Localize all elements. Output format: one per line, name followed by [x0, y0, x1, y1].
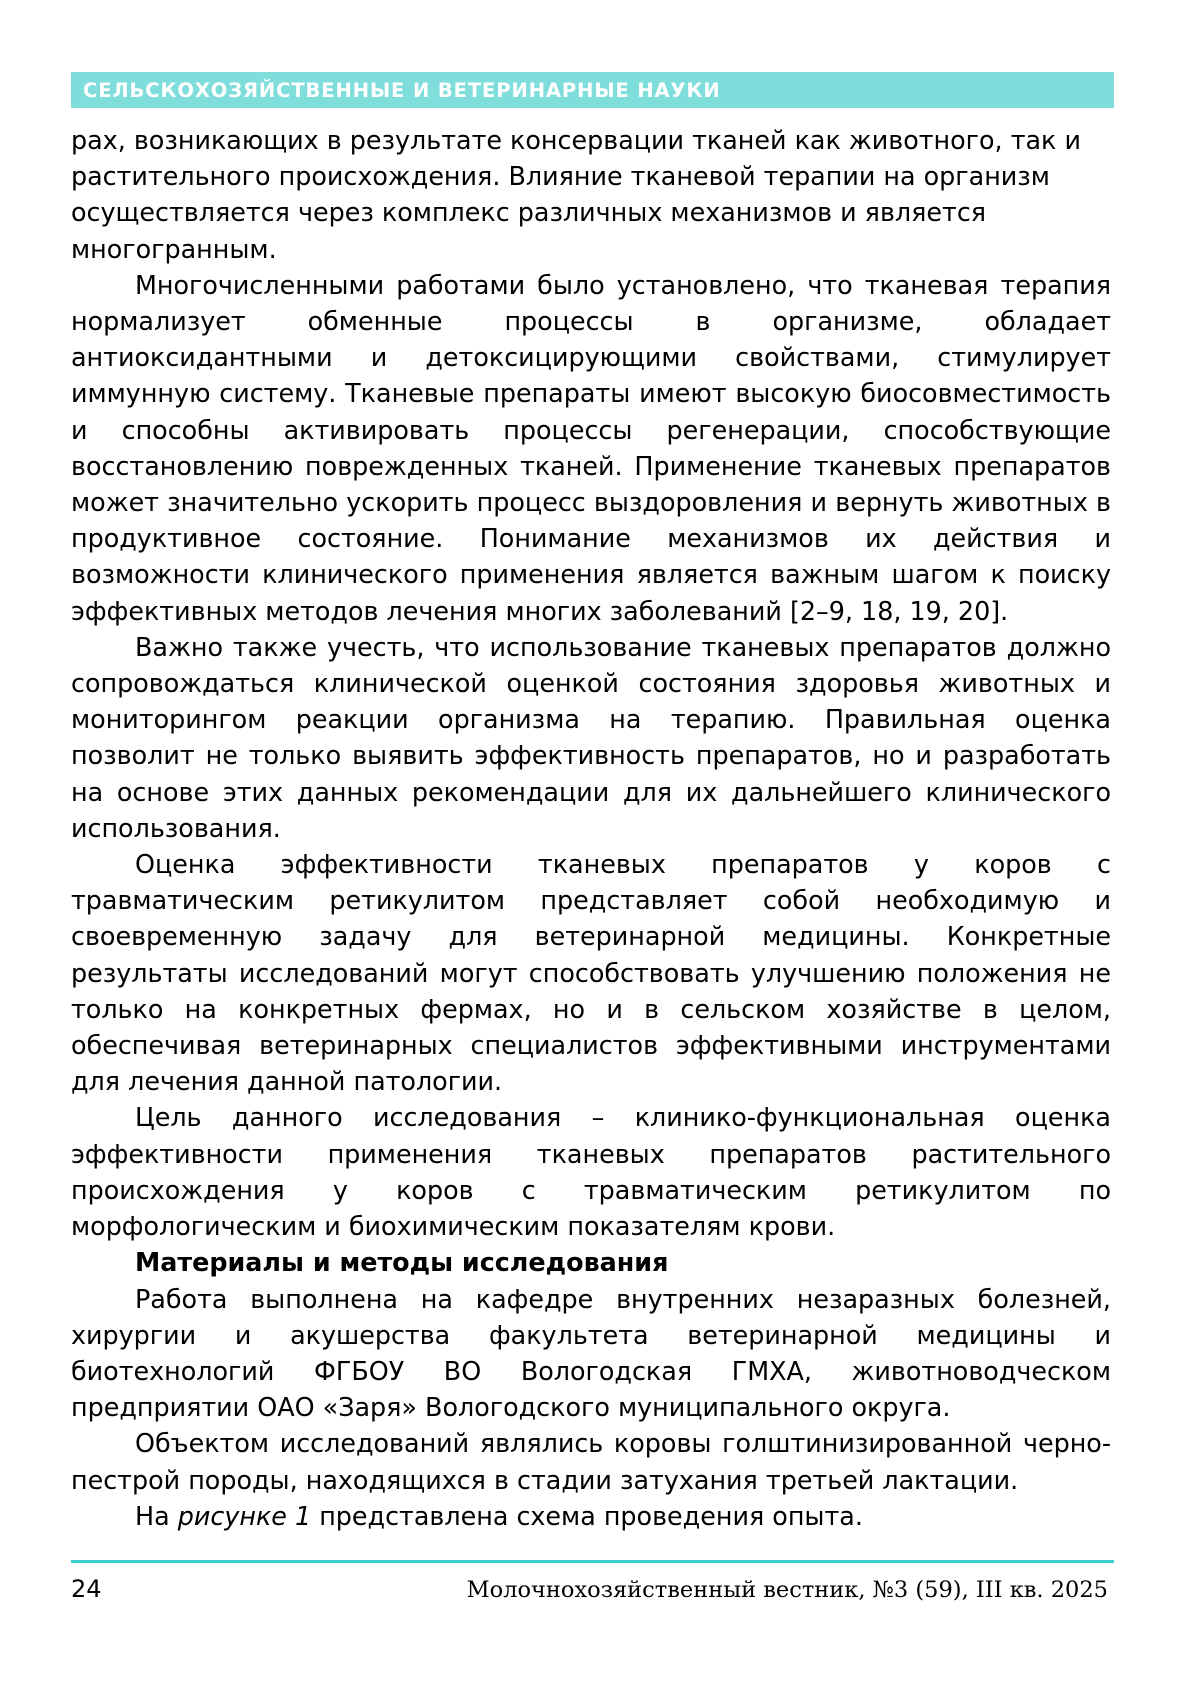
section-subheading: Материалы и методы исследования [135, 1247, 669, 1278]
section-header-band [71, 72, 1114, 108]
paragraph: Многочисленными работами было установлено, что тканевая терапия нормализует обменные процессы в организме, обладает антиоксидантными и детоксицирующими свойствами, стимулирует иммунную систему. Тканевые препараты имеют высокую биосовместимость и способны активировать процессы регенерации, способствующие восстановлению поврежденных тканей. Применение тканевых препаратов может значительно ускорить процесс выздоровления и вернуть животных в продуктивное состояние. Понимание механизмов их действия и возможности клинического применения является важным шагом к поиску эффективных методов лечения многих заболеваний [2–9, 18, 19, 20]. [71, 269, 1111, 626]
footer-divider [71, 1560, 1114, 1563]
section-header-title: СЕЛЬСКОХОЗЯЙСТВЕННЫЕ И ВЕТЕРИНАРНЫЕ НАУКИ [83, 78, 721, 102]
page-number: 24 [71, 1575, 102, 1603]
figure-ref-after: представлена схема проведения опыта. [311, 1500, 863, 1531]
figure-ref-italic: рисунке 1 [177, 1500, 312, 1531]
paragraph: Объектом исследований являлись коровы голштинизированной черно-пестрой породы, находящихся в стадии затухания третьей лактации. [71, 1428, 1111, 1495]
paragraph: Важно также учесть, что использование тканевых препаратов должно сопровождаться клинической оценкой состояния здоровья животных и мониторингом реакции организма на терапию. Правильная оценка позволит не только выявить эффективность препаратов, но и разработать на основе этих данных рекомендации для их дальнейшего клинического использования. [71, 631, 1111, 843]
page-footer [71, 1575, 1114, 1603]
paragraph: Оценка эффективности тканевых препаратов у коров с травматическим ретикулитом представляет собой необходимую и своевременную задачу для ветеринарной медицины. Конкретные результаты исследований могут способствовать улучшению положения не только на конкретных фермах, но и в сельском хозяйстве в целом, обеспечивая ветеринарных специалистов эффективными инструментами для лечения данной патологии. [71, 849, 1111, 1097]
figure-ref-before: На [135, 1500, 178, 1531]
figure-reference-paragraph [71, 1498, 1111, 1534]
paragraph: Цель данного исследования – клинико-функциональная оценка эффективности применения тканевых препаратов растительного происхождения у коров с травматическим ретикулитом по морфологическим и биохимическим показателям крови. [71, 1102, 1111, 1242]
journal-info: Молочнохозяйственный вестник, №3 (59), III кв. 2025 [466, 1577, 1108, 1603]
paragraph: Работа выполнена на кафедре внутренних незаразных болезней, хирургии и акушерства факультета ветеринарной медицины и биотехнологий ФГБОУ ВО Вологодская ГМХА, животноводческом предприятии ОАО «Заря» Вологодского муниципального округа. [71, 1283, 1111, 1423]
paragraph-continuation: рах, возникающих в результате консервации тканей как животного, так и растительного происхождения. Влияние тканевой терапии на организм осуществляется через комплекс различных механизмов и является многогранным. [71, 125, 1081, 264]
article-body [71, 122, 1111, 1534]
